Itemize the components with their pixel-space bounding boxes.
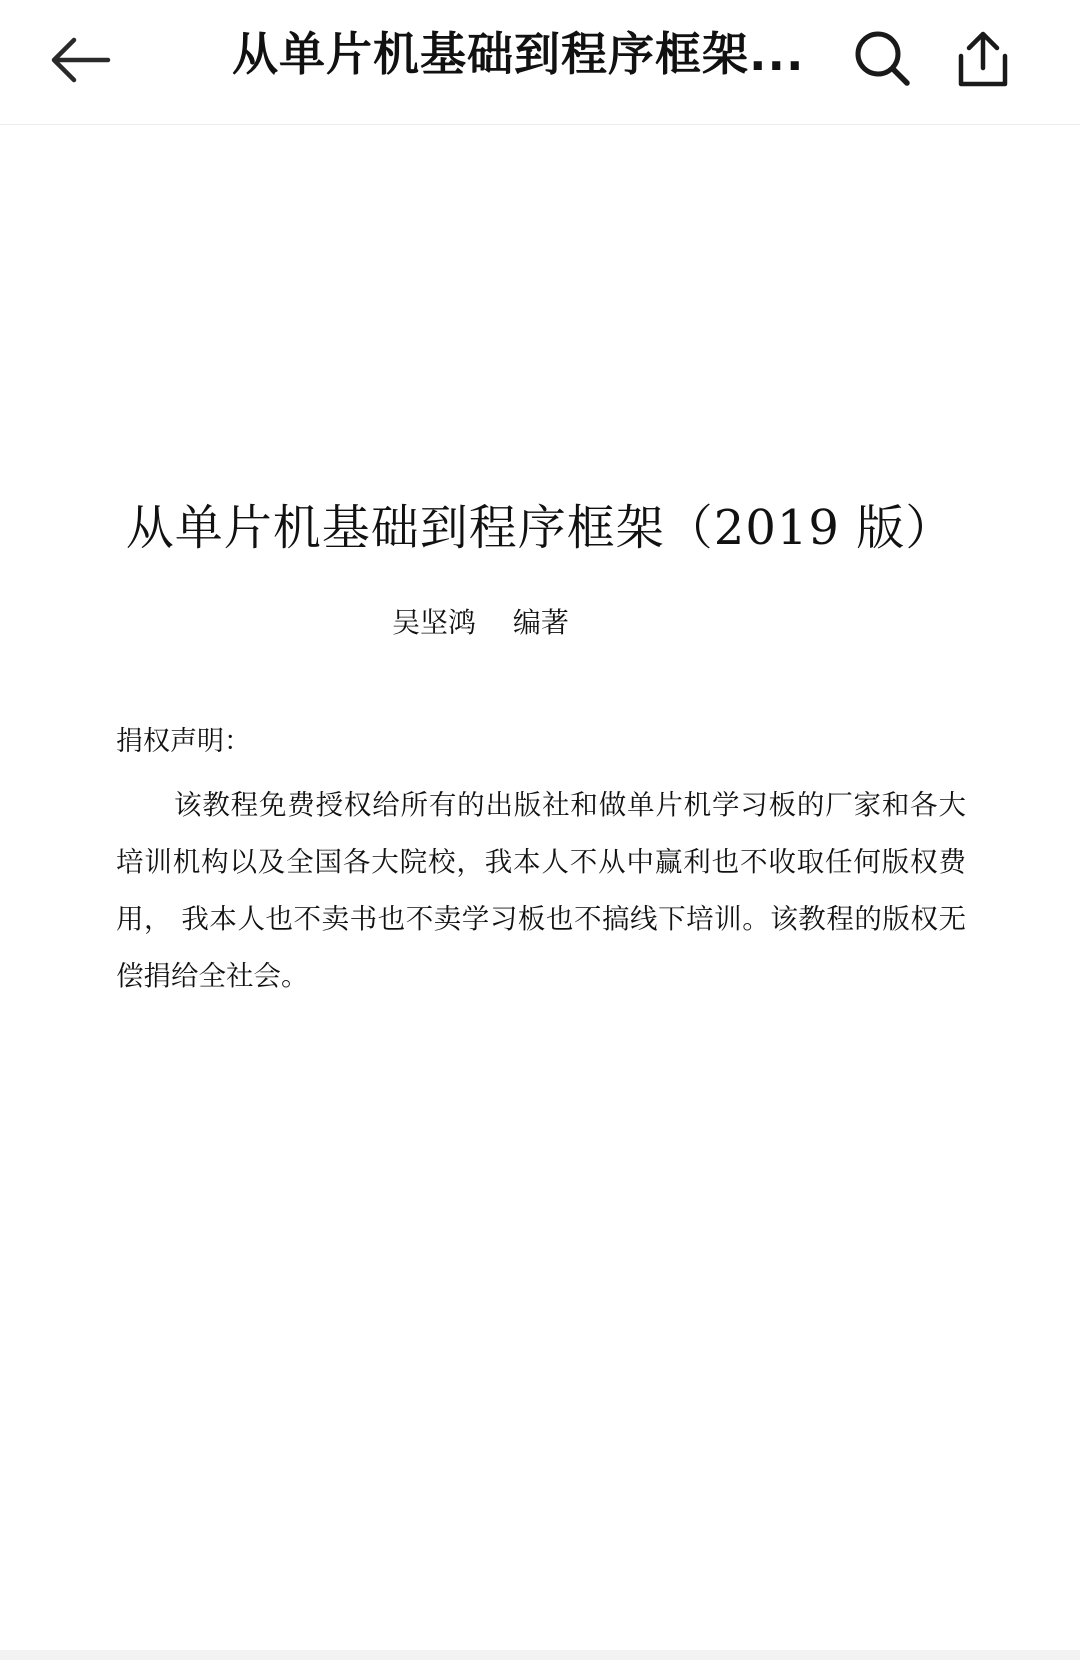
bottom-divider — [0, 1650, 1080, 1660]
notice-body: 该教程免费授权给所有的出版社和做单片机学习板的厂家和各大培训机构以及全国各大院校，我本人不从中赢利也不收取任何版权费用， 我本人也不卖书也不卖学习板也不搞线下培训。该教程的版权无偿捐给全社会。 — [116, 789, 966, 992]
arrow-left-icon — [48, 36, 112, 84]
document-page[interactable] — [0, 125, 1080, 1650]
back-button[interactable] — [38, 18, 122, 102]
share-icon — [957, 30, 1009, 88]
search-button[interactable] — [838, 14, 928, 104]
document-author: 吴坚鸿 编著 — [392, 606, 569, 639]
document-title: 从单片机基础到程序框架（2019 版） — [125, 500, 955, 556]
notice-heading: 捐权声明： — [116, 726, 251, 757]
page-title: 从单片机基础到程序框架... — [232, 27, 805, 81]
share-button[interactable] — [938, 14, 1028, 104]
search-icon — [853, 29, 913, 89]
top-app-bar — [0, 0, 1080, 125]
